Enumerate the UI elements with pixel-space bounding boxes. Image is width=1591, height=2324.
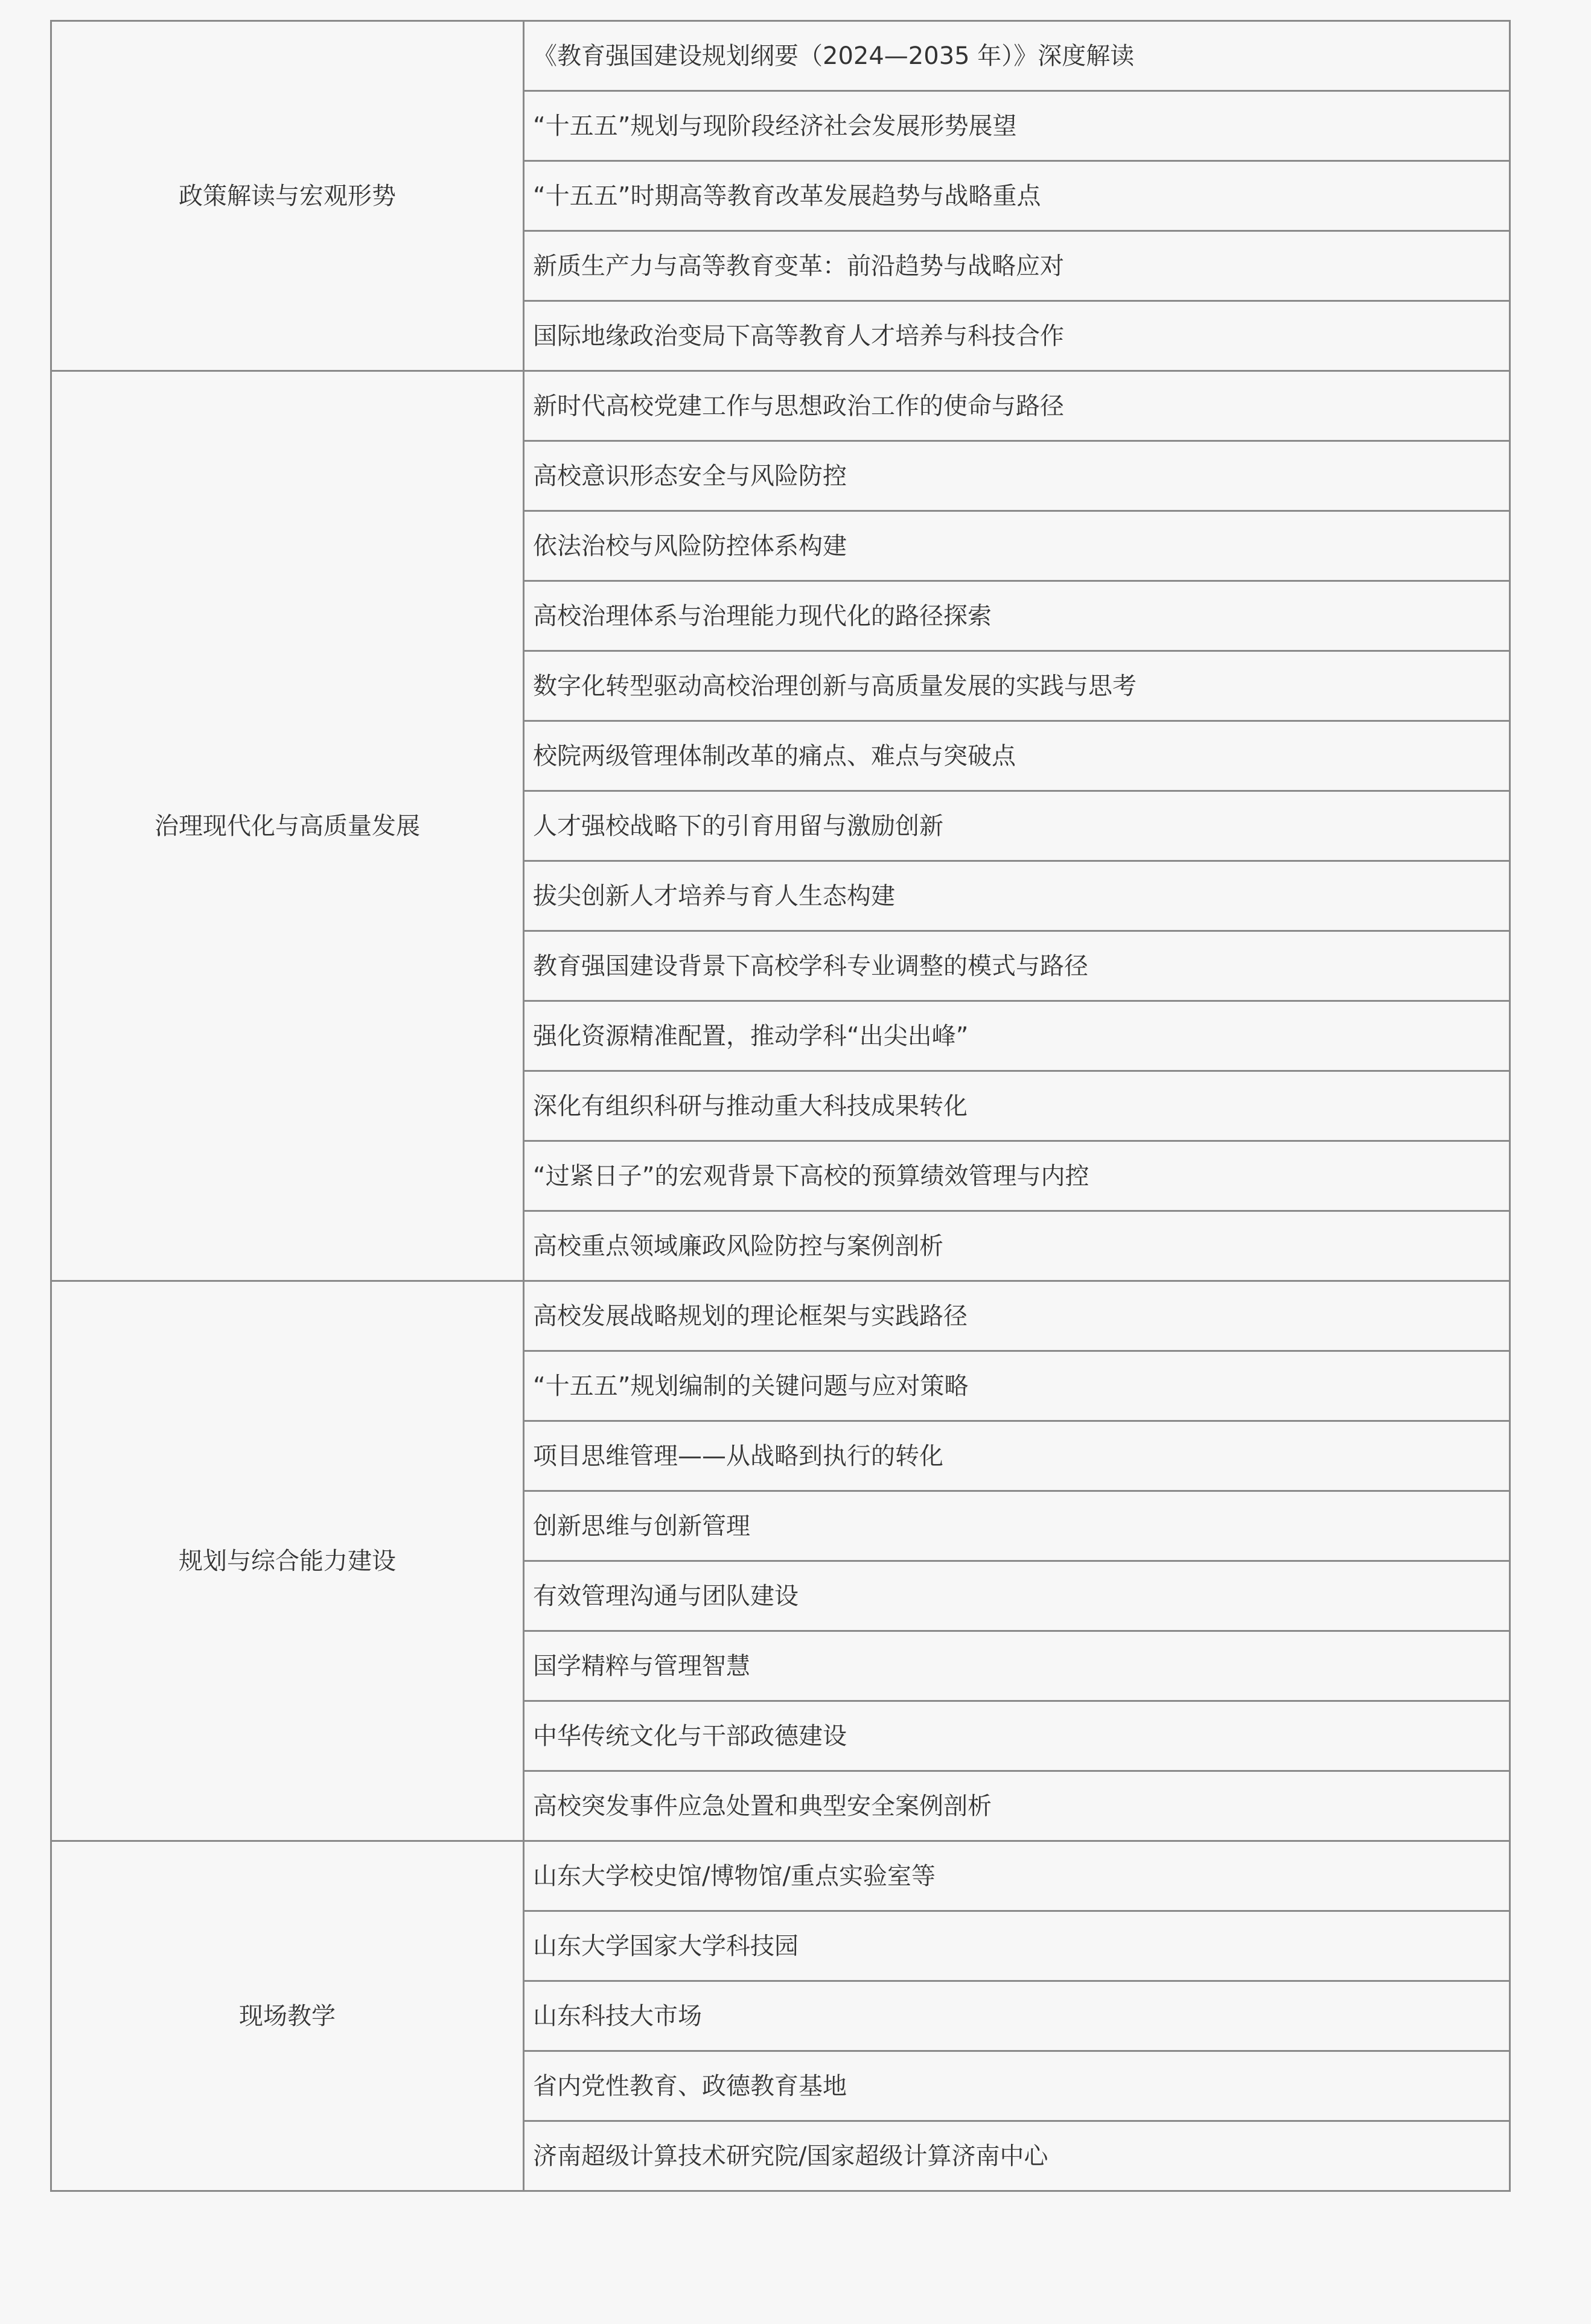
topic-cell: 高校突发事件应急处置和典型安全案例剖析: [524, 1771, 1510, 1841]
topic-cell: 人才强校战略下的引育用留与激励创新: [524, 791, 1510, 861]
topic-cell: 高校治理体系与治理能力现代化的路径探索: [524, 581, 1510, 651]
category-cell: 政策解读与宏观形势: [51, 21, 524, 371]
category-cell: 规划与综合能力建设: [51, 1281, 524, 1841]
table-row: [51, 1841, 1510, 1911]
topic-cell: 深化有组织科研与推动重大科技成果转化: [524, 1071, 1510, 1141]
topic-cell: 数字化转型驱动高校治理创新与高质量发展的实践与思考: [524, 651, 1510, 721]
category-cell: 治理现代化与高质量发展: [51, 371, 524, 1281]
table-row: [51, 21, 1510, 91]
topic-cell: 依法治校与风险防控体系构建: [524, 511, 1510, 581]
topic-cell: 中华传统文化与干部政德建设: [524, 1701, 1510, 1771]
topic-cell: 济南超级计算技术研究院/国家超级计算济南中心: [524, 2121, 1510, 2191]
topic-cell: 山东大学国家大学科技园: [524, 1911, 1510, 1981]
topic-cell: 国际地缘政治变局下高等教育人才培养与科技合作: [524, 301, 1510, 371]
topic-cell: 项目思维管理——从战略到执行的转化: [524, 1421, 1510, 1491]
topic-cell: 省内党性教育、政德教育基地: [524, 2051, 1510, 2121]
topic-cell: 有效管理沟通与团队建设: [524, 1561, 1510, 1631]
topic-cell: “十五五”规划与现阶段经济社会发展形势展望: [524, 91, 1510, 161]
table-row: [51, 371, 1510, 441]
topic-cell: 校院两级管理体制改革的痛点、难点与突破点: [524, 721, 1510, 791]
topic-cell: 新质生产力与高等教育变革：前沿趋势与战略应对: [524, 231, 1510, 301]
topic-cell: 创新思维与创新管理: [524, 1491, 1510, 1561]
topic-cell: “过紧日子”的宏观背景下高校的预算绩效管理与内控: [524, 1141, 1510, 1211]
topic-cell: “十五五”时期高等教育改革发展趋势与战略重点: [524, 161, 1510, 231]
table-body: [51, 21, 1510, 2191]
topic-cell: 《教育强国建设规划纲要（2024—2035 年）》深度解读: [524, 21, 1510, 91]
topic-cell: 国学精粹与管理智慧: [524, 1631, 1510, 1701]
topic-cell: 高校意识形态安全与风险防控: [524, 441, 1510, 511]
table-row: [51, 1281, 1510, 1351]
topic-cell: 高校发展战略规划的理论框架与实践路径: [524, 1281, 1510, 1351]
topic-cell: 高校重点领域廉政风险防控与案例剖析: [524, 1211, 1510, 1281]
topic-cell: 教育强国建设背景下高校学科专业调整的模式与路径: [524, 931, 1510, 1001]
category-cell: 现场教学: [51, 1841, 524, 2191]
topic-cell: 山东大学校史馆/博物馆/重点实验室等: [524, 1841, 1510, 1911]
topic-cell: “十五五”规划编制的关键问题与应对策略: [524, 1351, 1510, 1421]
topic-cell: 拔尖创新人才培养与育人生态构建: [524, 861, 1510, 931]
topic-cell: 新时代高校党建工作与思想政治工作的使命与路径: [524, 371, 1510, 441]
topic-cell: 山东科技大市场: [524, 1981, 1510, 2051]
topic-cell: 强化资源精准配置，推动学科“出尖出峰”: [524, 1001, 1510, 1071]
curriculum-table: [50, 20, 1511, 2192]
